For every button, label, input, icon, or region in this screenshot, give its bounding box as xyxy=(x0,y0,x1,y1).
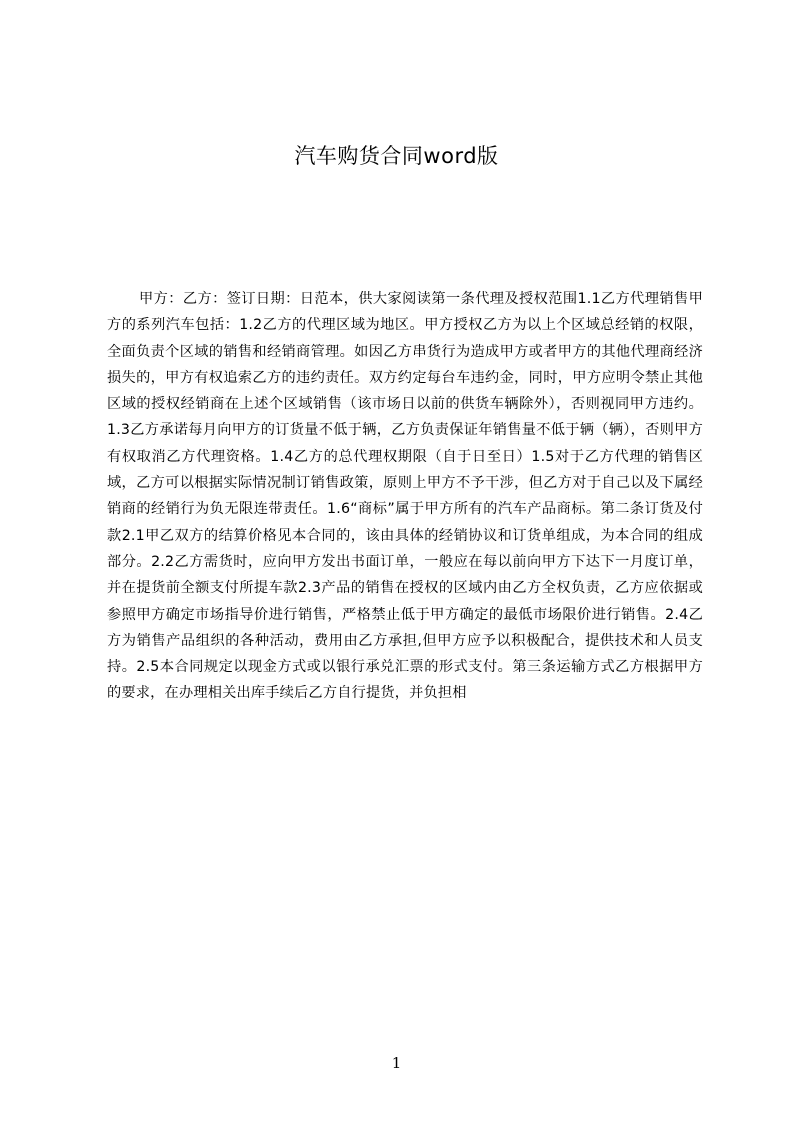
contract-body-text: 甲方：乙方：签订日期：日范本，供大家阅读第一条代理及授权范围1.1乙方代理销售甲方的系列汽车包括：1.2乙方的代理区域为地区。甲方授权乙方为以上个区域总经销的权限，全面负责个区域的销售和经销商管理。如因乙方串货行为造成甲方或者甲方的其他代理商经济损失的，甲方有权追索乙方的违约责任。双方约定每台车违约金，同时，甲方应明令禁止其他区域的授权经销商在上述个区域销售（该市场日以前的供货车辆除外），否则视同甲方违约。1.3乙方承诺每月向甲方的订货量不低于辆，乙方负责保证年销售量不低于辆（辆），否则甲方有权取消乙方代理资格。1.4乙方的总代理权期限（自于日至日）1.5对于乙方代理的销售区域，乙方可以根据实际情况制订销售政策，原则上甲方不予干涉，但乙方对于自己以及下属经销商的经销行为负无限连带责任。1.6“商标”属于甲方所有的汽车产品商标。第二条订货及付款2.1甲乙双方的结算价格见本合同的，该由具体的经销协议和订货单组成，为本合同的组成部分。2.2乙方需货时，应向甲方发出书面订单，一般应在每以前向甲方下达下一月度订单，并在提货前全额支付所提车款2.3产品的销售在授权的区域内由乙方全权负责，乙方应依据或参照甲方确定市场指导价进行销售，严格禁止低于甲方确定的最低市场限价进行销售。2.4乙方为销售产品组织的各种活动，费用由乙方承担,但甲方应予以积极配合，提供技术和人员支持。2.5本合同规定以现金方式或以银行承兑汇票的形式支付。第三条运输方式乙方根据甲方的要求，在办理相关出库手续后乙方自行提货，并负担相 xyxy=(107,291,703,702)
document-title: 汽车购货合同word版 xyxy=(294,144,499,168)
page-number: 1 xyxy=(391,1054,402,1072)
